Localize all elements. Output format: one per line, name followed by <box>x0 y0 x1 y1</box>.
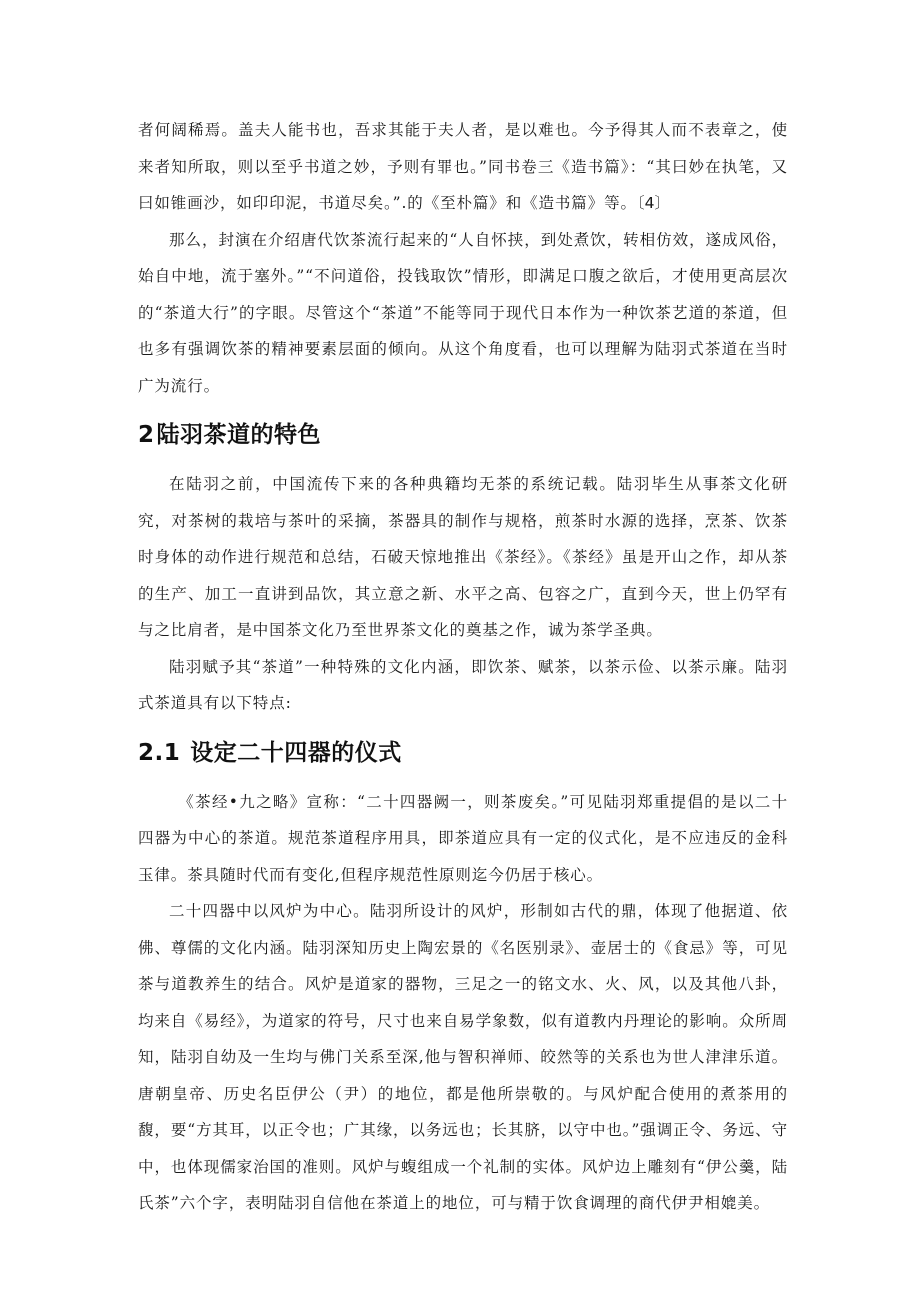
paragraph-continuation <box>138 112 788 222</box>
section-number: 2 <box>138 422 155 448</box>
citation-marker: 〔4〕 <box>636 194 671 212</box>
document-body <box>138 112 788 1222</box>
subsection-heading <box>138 736 788 770</box>
paragraph-features-intro: 陆羽赋予其“茶道”一种特殊的文化内涵，即饮茶、赋茶，以茶示俭、以茶示廉。陆羽式茶道具有以下特点: <box>138 657 788 712</box>
paragraph-wind-stove: 二十四器中以风炉为中心。陆羽所设计的风炉，形制如古代的鼎，体现了他据道、依佛、尊儒的文化内涵。陆羽深知历史上陶宏景的《名医别录》、壶居士的《食忌》等，可见茶与道教养生的结合。风炉是道家的器物，三足之一的铭文水、火、风，以及其他八卦，均来自《易经》，为道家的符号，尺寸也来自易学象数，似有道教内丹理论的影响。众所周知，陆羽自幼及一生均与佛门关系至深,他与智积禅师、皎然等的关系也为世人津津乐道。唐朝皇帝、历史名臣伊公（尹）的地位，都是他所崇敬的。与风炉配合使用的煮茶用的馥，要“方其耳，以正令也；广其缘，以务远也；长其脐，以守中也。”强调正令、务远、守中，也体现儒家治国的准则。风炉与蝮组成一个礼制的实体。风炉边上雕刻有“伊公羹，陆氏茶”六个字，表明陆羽自信他在茶道上的地位，可与精于饮食调理的商代伊尹相媲美。 <box>138 902 788 1212</box>
paragraph-before-luyu: 在陆羽之前，中国流传下来的各种典籍均无茶的系统记载。陆羽毕生从事茶文化研究，对茶树的栽培与茶叶的采摘，茶器具的制作与规格，煎茶时水源的选择，烹茶、饮茶时身体的动作进行规范和总结，石破天惊地推出《茶经》。《茶经》虽是开山之作，却从茶的生产、加工一直讲到品饮，其立意之新、水平之高、包容之广，直到今天，世上仍罕有与之比肩者，是中国茶文化乃至世界茶文化的奠基之作，诚为茶学圣典。 <box>138 475 788 639</box>
section-title: 陆羽茶道的特色 <box>156 422 322 448</box>
paragraph-twenty-four-utensils: 《茶经•九之略》宣称：“二十四器阙一，则茶废矣。”可见陆羽郑重提倡的是以二十四器为中心的茶道。规范茶道程序用具，即茶道应具有一定的仪式化，是不应违反的金科玉律。茶具随时代而有变化,但程序规范性原则迄今仍居于核心。 <box>138 792 788 884</box>
paragraph-text: 者何阔稀焉。盖夫人能书也，吾求其能于夫人者，是以难也。今予得其人而不表章之，使来者知所取，则以至乎书道之妙，予则有罪也。”同书卷三《造书篇》：“其曰妙在执笔，又曰如锥画沙，如印印泥，书道尽矣。”.的《至朴篇》和《造书篇》等。 <box>138 121 788 212</box>
subsection-number: 2.1 <box>138 739 181 766</box>
paragraph-fengyan: 那么，封演在介绍唐代饮茶流行起来的“人自怀挟，到处煮饮，转相仿效，遂成风俗，始自中地，流于塞外。”“不问道俗，投钱取饮”情形，即满足口腹之欲后，才使用更高层次的“茶道大行”的字眼。尽管这个“茶道”不能等同于现代日本作为一种饮茶艺道的茶道，但也多有强调饮茶的精神要素层面的倾向。从这个角度看，也可以理解为陆羽式茶道在当时广为流行。 <box>138 230 788 395</box>
subsection-title: 设定二十四器的仪式 <box>190 739 402 766</box>
section-heading <box>138 418 788 452</box>
